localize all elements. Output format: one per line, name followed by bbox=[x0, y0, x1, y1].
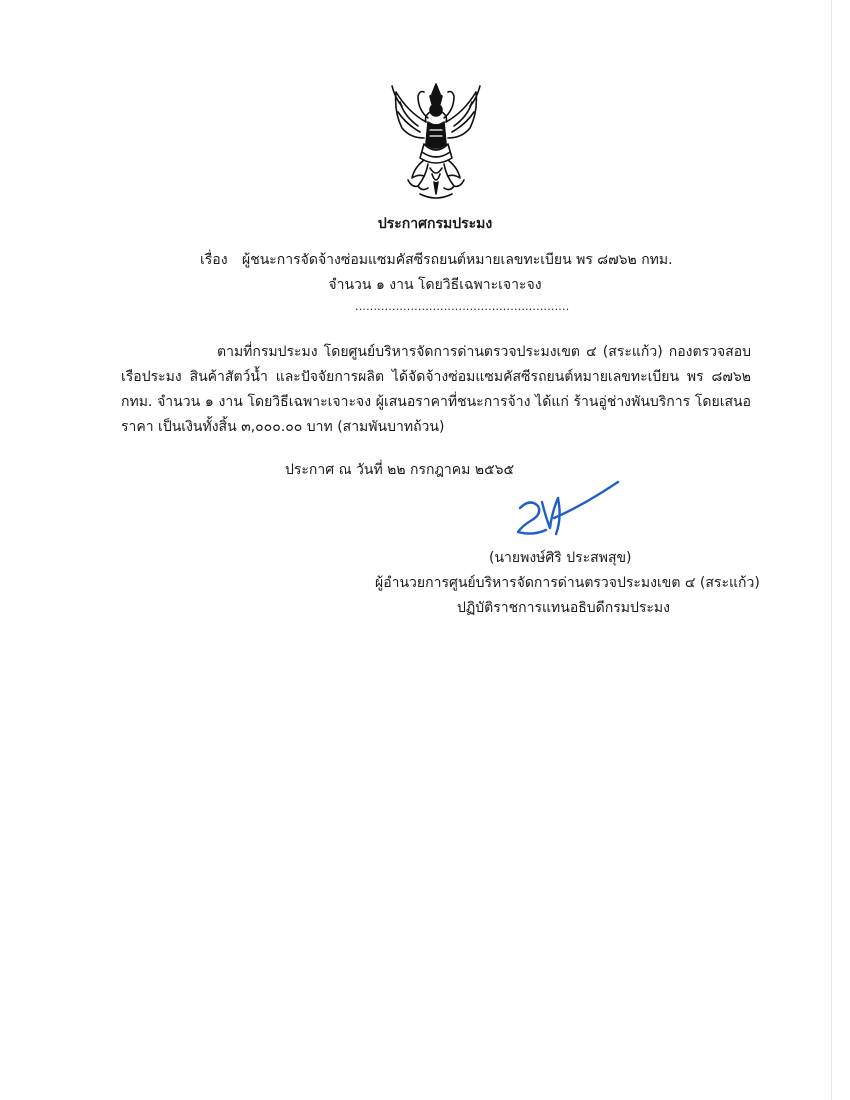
signer-name: (นายพงษ์ศิริ ประสพสุข) bbox=[489, 550, 632, 566]
subject-line bbox=[200, 249, 673, 271]
garuda-emblem-icon bbox=[388, 82, 484, 204]
subject-label: เรื่อง bbox=[200, 252, 228, 268]
handwritten-signature bbox=[512, 478, 624, 540]
subject-detail: จำนวน ๑ งาน โดยวิธีเฉพาะเจาะจง bbox=[328, 277, 542, 293]
signer-acting: ปฏิบัติราชการแทนอธิบดีกรมประมง bbox=[457, 600, 670, 616]
body-text: ตามที่กรมประมง โดยศูนย์บริหารจัดการด่านตรวจประมงเขต ๔ (สระแก้ว) กองตรวจสอบเรือประมง สินค้าสัตว์น้ำ และปัจจัยการผลิต ได้จัดจ้างซ่อมแซมคัสซีรถยนต์หมายเลขทะเบียน พร ๘๗๖๒ กทม. จำนวน ๑ งาน โดยวิธีเฉพาะเจาะจง ผู้เสนอราคาที่ชนะการจ้าง ได้แก่ ร้านอู่ช่างพันบริการ โดยเสนอราคา เป็นเงินทั้งสิ้น ๓,๐๐๐.๐๐ บาท (สามพันบาทถ้วน) bbox=[121, 344, 751, 435]
signer-position: ผู้อำนวยการศูนย์บริหารจัดการด่านตรวจประมงเขต ๔ (สระแก้ว) bbox=[375, 575, 760, 591]
announce-date: ประกาศ ณ วันที่ ๒๒ กรกฎาคม ๒๕๖๕ bbox=[285, 462, 515, 478]
separator-dots: .......................................................... bbox=[355, 300, 570, 313]
subject-text: ผู้ชนะการจัดจ้างซ่อมแซมคัสซีรถยนต์หมายเลขทะเบียน พร ๘๗๖๒ กทม. bbox=[242, 252, 673, 268]
document-title: ประกาศกรมประมง bbox=[377, 216, 493, 232]
body-paragraph bbox=[121, 340, 751, 440]
page-edge bbox=[831, 0, 832, 1100]
